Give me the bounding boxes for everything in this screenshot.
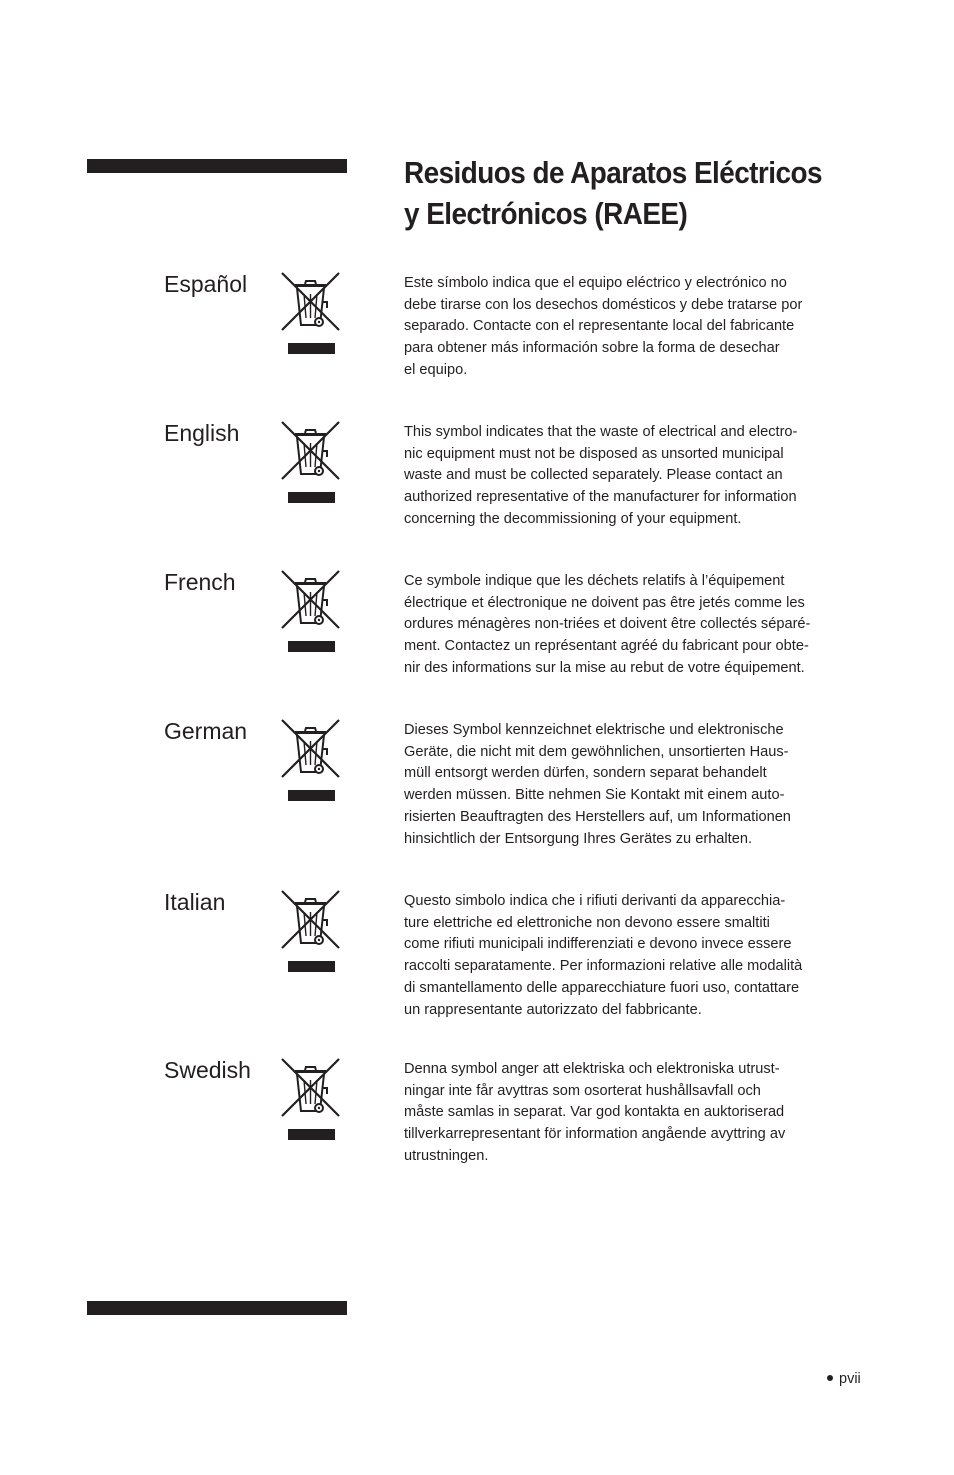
title-line-2: y Electrónicos (RAEE) bbox=[404, 196, 688, 231]
text-line: debe tirarse con los desechos domésticos y debe tratarse por bbox=[404, 296, 803, 313]
text-line: måste samlas in separat. Var god kontakta en auktoriserad bbox=[404, 1104, 785, 1121]
text-line: Denna symbol anger att elektriska och elektroniska utrust- bbox=[404, 1061, 780, 1077]
text-line: para obtener más información sobre la forma de desechar bbox=[404, 340, 780, 357]
crossed-out-wheelie-bin-icon bbox=[279, 568, 341, 654]
crossed-out-wheelie-bin-icon bbox=[279, 419, 341, 505]
language-label: English bbox=[164, 420, 240, 446]
text-line: ment. Contactez un représentant agréé du fabricant pour obte- bbox=[404, 638, 809, 655]
text-line: tillverkarrepresentant för information angående avyttring av bbox=[404, 1126, 786, 1143]
page-title bbox=[404, 152, 854, 234]
crossed-out-wheelie-bin-icon bbox=[279, 888, 341, 974]
page-number bbox=[827, 1369, 861, 1389]
text-line: Geräte, die nicht mit dem gewöhnlichen, unsortierten Haus- bbox=[404, 743, 789, 760]
crossed-out-wheelie-bin-icon bbox=[279, 717, 341, 803]
language-label: Italian bbox=[164, 889, 226, 915]
text-line: ture elettriche ed elettroniche non devono essere smaltiti bbox=[404, 914, 770, 931]
language-label: Swedish bbox=[164, 1057, 251, 1083]
language-label: Español bbox=[164, 271, 248, 297]
text-line: waste and must be collected separately. Please contact an bbox=[404, 467, 783, 484]
text-line: werden müssen. Bitte nehmen Sie Kontakt mit einem auto- bbox=[404, 787, 785, 804]
text-line: ningar inte får avyttras som osorterat hushållsavfall och bbox=[404, 1082, 761, 1099]
text-line: raccolti separatamente. Per informazioni relative alle modalità bbox=[404, 958, 803, 975]
text-line: un rappresentante autorizzato del fabbricante. bbox=[404, 1001, 702, 1018]
section-text bbox=[404, 422, 874, 531]
section-text bbox=[404, 273, 874, 382]
text-line: nir des informations sur la mise au rebut de votre équipement. bbox=[404, 659, 805, 676]
text-line: authorized representative of the manufacturer for information bbox=[404, 489, 797, 506]
language-label: German bbox=[164, 718, 248, 744]
section-text bbox=[404, 1059, 874, 1168]
section-text bbox=[404, 891, 874, 1021]
text-line: concerning the decommissioning of your equipment. bbox=[404, 510, 742, 527]
text-line: Este símbolo indica que el equipo eléctrico y electrónico no bbox=[404, 275, 787, 291]
text-line: di smantellamento delle apparecchiature fuori uso, contattare bbox=[404, 979, 800, 996]
text-line: Questo simbolo indica che i rifiuti derivanti da apparecchia- bbox=[404, 893, 786, 909]
text-line: come rifiuti municipali indifferenziati e devono invece essere bbox=[404, 936, 792, 953]
text-line: separado. Contacte con el representante local del fabricante bbox=[404, 318, 795, 335]
text-line: Dieses Symbol kennzeichnet elektrische und elektronische bbox=[404, 722, 784, 738]
crossed-out-wheelie-bin-icon bbox=[279, 1056, 341, 1142]
text-line: risierten Beauftragten des Herstellers auf, um Informationen bbox=[404, 808, 791, 825]
section-text bbox=[404, 720, 874, 850]
bottom-rule bbox=[87, 1301, 347, 1315]
section-text bbox=[404, 571, 874, 680]
text-line: This symbol indicates that the waste of electrical and electro- bbox=[404, 424, 798, 440]
bullet-icon bbox=[827, 1375, 833, 1381]
page-number-text: pvii bbox=[839, 1371, 861, 1387]
crossed-out-wheelie-bin-icon bbox=[279, 270, 341, 356]
language-label: French bbox=[164, 569, 236, 595]
top-rule bbox=[87, 159, 347, 173]
text-line: Ce symbole indique que les déchets relatifs à l’équipement bbox=[404, 573, 785, 589]
text-line: ordures ménagères non-triées et doivent être collectés séparé- bbox=[404, 616, 811, 633]
text-line: nic equipment must not be disposed as unsorted municipal bbox=[404, 445, 784, 462]
text-line: hinsichtlich der Entsorgung Ihres Gerätes zu erhalten. bbox=[404, 830, 753, 847]
text-line: el equipo. bbox=[404, 361, 468, 378]
text-line: utrustningen. bbox=[404, 1147, 489, 1164]
text-line: électrique et électronique ne doivent pas être jetés comme les bbox=[404, 594, 805, 611]
title-line-1: Residuos de Aparatos Eléctricos bbox=[404, 155, 822, 190]
text-line: müll entsorgt werden dürfen, sondern separat behandelt bbox=[404, 765, 767, 782]
